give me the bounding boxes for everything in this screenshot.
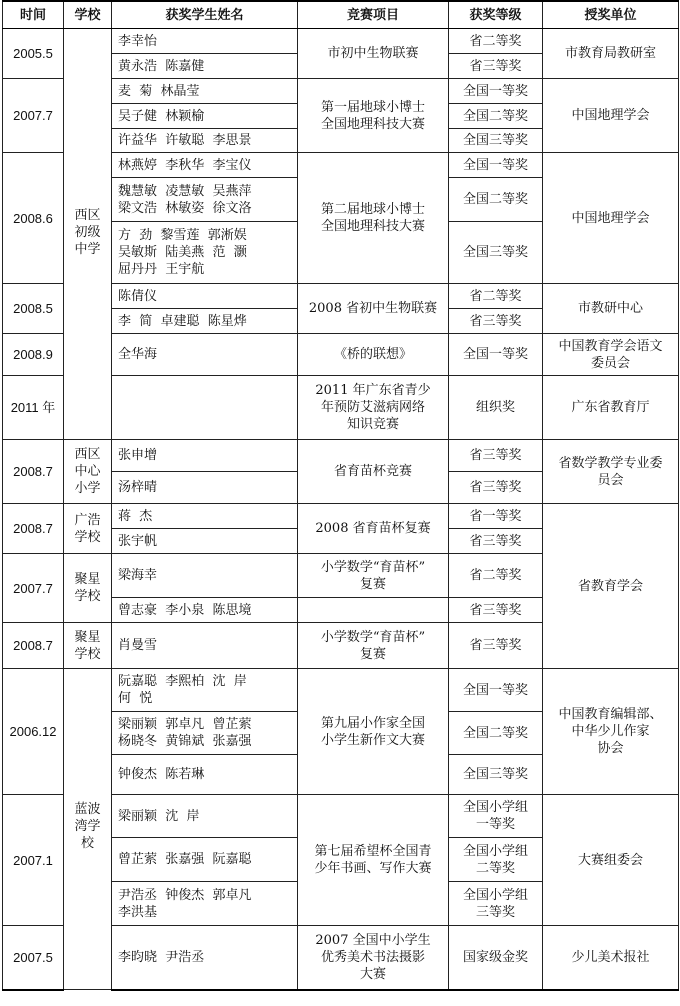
unit-cell: 市教育局教研室 <box>543 29 679 79</box>
time-cell: 2007.7 <box>3 79 64 153</box>
school-cell: 蓝波 湾学 校 <box>64 669 112 990</box>
time-cell: 2007.7 <box>3 554 64 623</box>
names-cell <box>112 376 298 440</box>
unit-cell: 中国教育编辑部、 中华少儿作家 协会 <box>543 669 679 795</box>
contest-cell: 2007 全国中小学生 优秀美术书法摄影 大赛 <box>298 926 449 990</box>
names-cell: 蒋 杰 <box>112 504 298 529</box>
names-cell: 陈倩仪 <box>112 284 298 309</box>
contest-cell: 省育苗杯竞赛 <box>298 440 449 504</box>
table-row <box>3 504 679 529</box>
names-cell: 黄永浩 陈嘉健 <box>112 54 298 79</box>
names-cell: 李 简 卓建聪 陈星烨 <box>112 309 298 334</box>
level-cell: 国家级金奖 <box>449 926 543 990</box>
contest-cell <box>298 598 449 623</box>
time-cell: 2008.7 <box>3 623 64 669</box>
level-cell: 全国三等奖 <box>449 755 543 795</box>
level-cell: 全国三等奖 <box>449 129 543 153</box>
level-cell: 全国二等奖 <box>449 712 543 755</box>
contest-cell: 2008 省育苗杯复赛 <box>298 504 449 554</box>
header-row <box>3 1 679 29</box>
names-cell: 李昀晓 尹浩丞 <box>112 926 298 990</box>
contest-cell: 小学数学“育苗杯” 复赛 <box>298 623 449 669</box>
level-cell: 省三等奖 <box>449 623 543 669</box>
contest-cell: 2008 省初中生物联赛 <box>298 284 449 334</box>
table-row <box>3 669 679 712</box>
header-unit: 授奖单位 <box>543 1 679 29</box>
contest-cell: 第九届小作家全国 小学生新作文大赛 <box>298 669 449 795</box>
level-cell: 省三等奖 <box>449 54 543 79</box>
level-cell: 省一等奖 <box>449 504 543 529</box>
level-cell: 全国二等奖 <box>449 104 543 129</box>
time-cell: 2008.7 <box>3 440 64 504</box>
unit-cell: 省教育学会 <box>543 504 679 669</box>
header-contest: 竞赛项目 <box>298 1 449 29</box>
level-cell: 省二等奖 <box>449 554 543 598</box>
contest-cell: 2011 年广东省青少 年预防艾滋病网络 知识竞赛 <box>298 376 449 440</box>
names-cell: 张宇帆 <box>112 529 298 554</box>
names-cell: 钟俊杰 陈若琳 <box>112 755 298 795</box>
school-cell: 聚星 学校 <box>64 623 112 669</box>
time-cell: 2007.1 <box>3 795 64 926</box>
level-cell: 全国小学组 三等奖 <box>449 882 543 926</box>
names-cell: 梁丽颖 沈 岸 <box>112 795 298 838</box>
school-cell: 西区 初级 中学 <box>64 29 112 440</box>
unit-cell: 广东省教育厅 <box>543 376 679 440</box>
level-cell: 全国一等奖 <box>449 79 543 104</box>
time-cell: 2008.6 <box>3 153 64 284</box>
level-cell: 全国一等奖 <box>449 669 543 712</box>
names-cell: 梁海幸 <box>112 554 298 598</box>
level-cell: 全国小学组 一等奖 <box>449 795 543 838</box>
level-cell: 省三等奖 <box>449 529 543 554</box>
header-level: 获奖等级 <box>449 1 543 29</box>
level-cell: 省三等奖 <box>449 440 543 472</box>
names-cell: 曾芷萦 张嘉强 阮嘉聪 <box>112 838 298 882</box>
level-cell: 全国二等奖 <box>449 178 543 222</box>
header-school: 学校 <box>64 1 112 29</box>
level-cell: 全国三等奖 <box>449 222 543 284</box>
names-cell: 肖曼雪 <box>112 623 298 669</box>
names-cell: 魏慧敏 凌慧敏 吴燕萍 梁文浩 林敏姿 徐文洛 <box>112 178 298 222</box>
level-cell: 全国一等奖 <box>449 153 543 178</box>
unit-cell: 少儿美术报社 <box>543 926 679 990</box>
school-cell: 西区 中心 小学 <box>64 440 112 504</box>
contest-cell: 市初中生物联赛 <box>298 29 449 79</box>
names-cell: 林燕婷 李秋华 李宝仪 <box>112 153 298 178</box>
header-names: 获奖学生姓名 <box>112 1 298 29</box>
unit-cell: 大赛组委会 <box>543 795 679 926</box>
contest-cell: 小学数学“育苗杯” 复赛 <box>298 554 449 598</box>
level-cell: 全国一等奖 <box>449 334 543 376</box>
names-cell: 阮嘉聪 李熙柏 沈 岸 何 悦 <box>112 669 298 712</box>
names-cell: 梁丽颖 郭卓凡 曾芷萦 杨晓冬 黄锦斌 张嘉强 <box>112 712 298 755</box>
level-cell: 省二等奖 <box>449 29 543 54</box>
level-cell: 省三等奖 <box>449 472 543 504</box>
names-cell: 张申增 <box>112 440 298 472</box>
contest-cell: 第二届地球小博士 全国地理科技大赛 <box>298 153 449 284</box>
time-cell: 2007.5 <box>3 926 64 990</box>
school-cell: 广浩 学校 <box>64 504 112 554</box>
awards-table <box>2 0 679 991</box>
table-row <box>3 440 679 472</box>
time-cell: 2008.9 <box>3 334 64 376</box>
school-cell: 聚星 学校 <box>64 554 112 623</box>
names-cell: 曾志豪 李小泉 陈思境 <box>112 598 298 623</box>
level-cell: 省三等奖 <box>449 598 543 623</box>
names-cell: 尹浩丞 钟俊杰 郭卓凡 李洪基 <box>112 882 298 926</box>
unit-cell: 中国地理学会 <box>543 153 679 284</box>
time-cell: 2011 年 <box>3 376 64 440</box>
contest-cell: 第一届地球小博士 全国地理科技大赛 <box>298 79 449 153</box>
unit-cell: 市教研中心 <box>543 284 679 334</box>
names-cell: 全华海 <box>112 334 298 376</box>
time-cell: 2008.7 <box>3 504 64 554</box>
level-cell: 组织奖 <box>449 376 543 440</box>
names-cell: 许益华 许敏聪 李思景 <box>112 129 298 153</box>
names-cell: 汤梓晴 <box>112 472 298 504</box>
contest-cell: 《桥的联想》 <box>298 334 449 376</box>
unit-cell: 中国教育学会语文 委员会 <box>543 334 679 376</box>
unit-cell: 中国地理学会 <box>543 79 679 153</box>
time-cell: 2006.12 <box>3 669 64 795</box>
level-cell: 省三等奖 <box>449 309 543 334</box>
time-cell: 2005.5 <box>3 29 64 79</box>
names-cell: 李幸怡 <box>112 29 298 54</box>
names-cell: 麦 菊 林晶莹 <box>112 79 298 104</box>
unit-cell: 省数学教学专业委 员会 <box>543 440 679 504</box>
contest-cell: 第七届希望杯全国青 少年书画、写作大赛 <box>298 795 449 926</box>
time-cell: 2008.5 <box>3 284 64 334</box>
names-cell: 吴子健 林颖榆 <box>112 104 298 129</box>
level-cell: 全国小学组 二等奖 <box>449 838 543 882</box>
header-time: 时间 <box>3 1 64 29</box>
names-cell: 方 劲 黎雪莲 郭淅娱 吴敏斯 陆美燕 范 灏 屈丹丹 王宇航 <box>112 222 298 284</box>
table-row <box>3 29 679 54</box>
level-cell: 省二等奖 <box>449 284 543 309</box>
